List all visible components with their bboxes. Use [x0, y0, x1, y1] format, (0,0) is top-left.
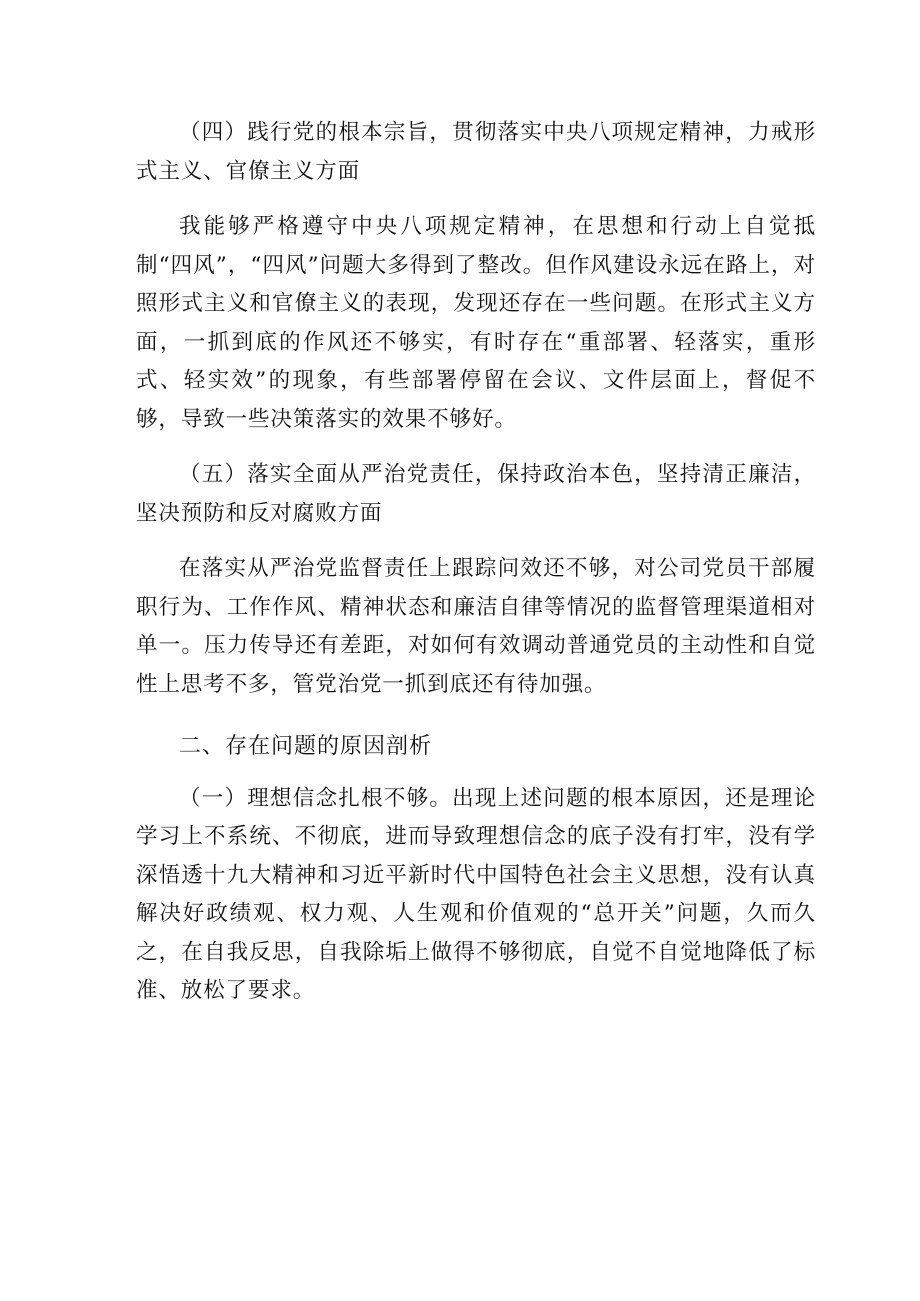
document-body — [136, 114, 816, 1011]
section-four-body: 我能够严格遵守中央八项规定精神，在思想和行动上自觉抵制“四风”，“四风”问题大多得到了整改。但作风建设永远在路上，对照形式主义和官僚主义的表现，发现还存在一些问题。在形式主义方面，一抓到底的作风还不够实，有时存在“重部署、轻落实，重形式、轻实效”的现象，有些部署停留在会议、文件层面上，督促不够，导致一些决策落实的效果不够好。 — [136, 214, 816, 432]
cause-one-body: （一）理想信念扎根不够。出现上述问题的根本原因，还是理论学习上不系统、不彻底，进而导致理想信念的底子没有打牢，没有学深悟透十九大精神和习近平新时代中国特色社会主义思想，没有认真解决好政绩观、权力观、人生观和价值观的“总开关”问题，久而久之，在自我反思，自我除垢上做得不够彻底，自觉不自觉地降低了标准、放松了要求。 — [136, 785, 816, 1003]
cause-analysis-heading: 二、存在问题的原因剖析 — [179, 734, 433, 759]
section-four-heading: （四）践行党的根本宗旨，贯彻落实中央八项规定精神，力戒形式主义、官僚主义方面 — [136, 120, 816, 184]
section-five-body: 在落实从严治党监督责任上跟踪问效还不够，对公司党员干部履职行为、工作作风、精神状态和廉洁自律等情况的监督管理渠道相对单一。压力传导还有差距，对如何有效调动普通党员的主动性和自觉性上思考不多，管党治党一抓到底还有待加强。 — [136, 556, 816, 697]
section-five-heading: （五）落实全面从严治党责任，保持政治本色，坚持清正廉洁，坚决预防和反对腐败方面 — [136, 462, 816, 526]
